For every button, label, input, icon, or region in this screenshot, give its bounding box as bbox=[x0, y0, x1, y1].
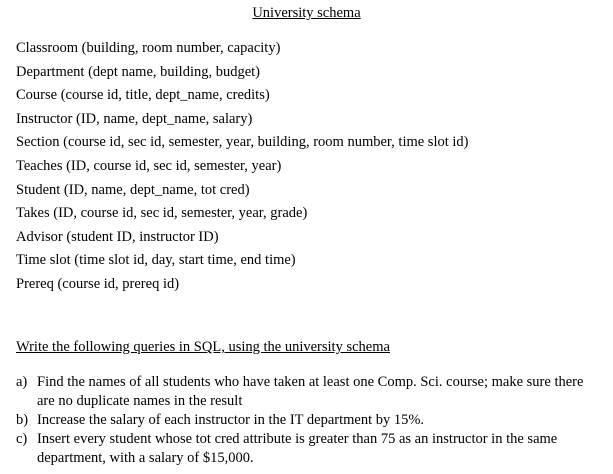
query-marker: a) bbox=[16, 374, 28, 390]
relation-item: Section (course id, sec id, semester, year, building, room number, time slot id) bbox=[16, 134, 469, 151]
query-text: Insert every student whose tot cred attribute is greater than 75 as an instructor in the same department, with a salary of $15,000. bbox=[37, 431, 558, 466]
query-item bbox=[16, 430, 586, 468]
query-item bbox=[16, 373, 586, 411]
schema-title: University schema bbox=[252, 5, 361, 21]
relation-list bbox=[16, 39, 469, 299]
relation-item: Takes (ID, course id, sec id, semester, year, grade) bbox=[16, 205, 308, 222]
relation-item: Classroom (building, room number, capacity) bbox=[16, 40, 281, 56]
query-list bbox=[16, 373, 586, 468]
relation-item: Department (dept name, building, budget) bbox=[16, 63, 261, 80]
query-marker: b) bbox=[16, 412, 29, 428]
relation-item: Instructor (ID, name, dept_name, salary) bbox=[16, 110, 253, 127]
query-text: Find the names of all students who have taken at least one Comp. Sci. course; make sure there are no duplicate names in the result bbox=[37, 374, 584, 409]
query-marker: c) bbox=[16, 431, 28, 447]
query-item bbox=[16, 411, 586, 430]
relation-item: Advisor (student ID, instructor ID) bbox=[16, 228, 219, 245]
query-text: Increase the salary of each instructor in the IT department by 15%. bbox=[37, 412, 425, 428]
relation-item: Course (course id, title, dept_name, credits) bbox=[16, 87, 270, 104]
relation-item: Teaches (ID, course id, sec id, semester, year) bbox=[16, 157, 282, 174]
relation-item: Time slot (time slot id, day, start time, end time) bbox=[16, 252, 296, 269]
relation-item: Prereq (course id, prereq id) bbox=[16, 275, 180, 292]
relation-item: Student (ID, name, dept_name, tot cred) bbox=[16, 181, 250, 198]
instructions-heading: Write the following queries in SQL, using the university schema bbox=[16, 339, 390, 355]
